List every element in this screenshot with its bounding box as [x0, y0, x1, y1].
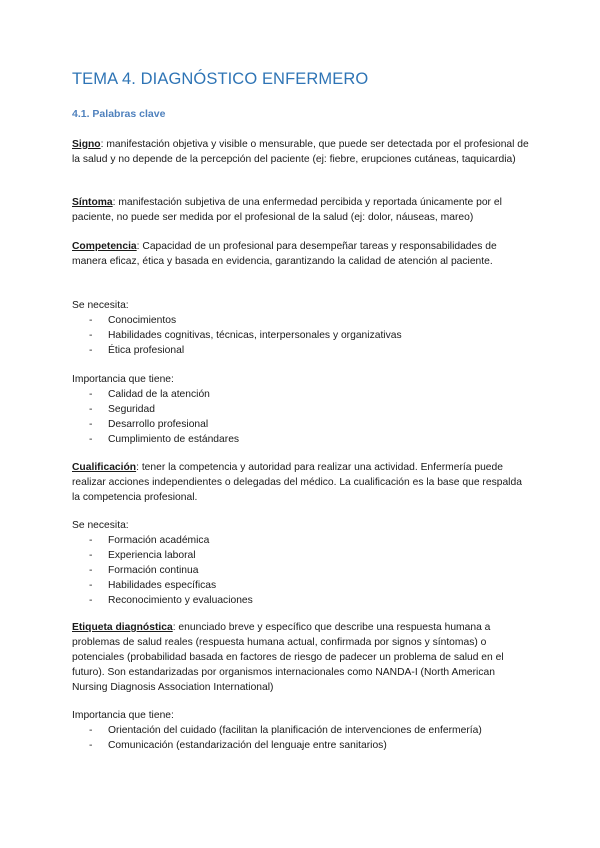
definition-text: : manifestación subjetiva de una enfermedad percibida y reportada únicamente por el paciente, no puede ser medida por el profesional de la salud (ej: dolor, náuseas, mareo)	[72, 197, 502, 223]
list-item: - Formación académica	[89, 535, 210, 546]
list-item: - Comunicación (estandarización del lenguaje entre sanitarios)	[89, 740, 387, 751]
list-item: - Formación continua	[89, 565, 199, 576]
term-competencia: Competencia	[72, 241, 137, 252]
dash-bullet: -	[89, 565, 93, 576]
dash-bullet: -	[89, 419, 93, 430]
dash-bullet: -	[89, 740, 93, 751]
needs-label: Se necesita:	[72, 300, 129, 311]
dash-bullet: -	[89, 595, 93, 606]
definition-text: : Capacidad de un profesional para desempeñar tareas y responsabilidades de manera eficaz, ética y basada en evidencia, garantizando la calidad de atención al paciente.	[72, 241, 497, 267]
dash-bullet: -	[89, 580, 93, 591]
needs-label: Se necesita:	[72, 520, 129, 531]
dash-bullet: -	[89, 725, 93, 736]
list-item: - Conocimientos	[89, 315, 177, 326]
term-sintoma: Síntoma	[72, 197, 113, 208]
etiqueta-importance-list	[72, 723, 530, 753]
term-cualificacion: Cualificación	[72, 462, 137, 473]
section-heading: 4.1. Palabras clave	[72, 108, 166, 120]
list-item: - Cumplimiento de estándares	[89, 434, 240, 445]
importance-label: Importancia que tiene:	[72, 710, 174, 721]
dash-bullet: -	[89, 434, 93, 445]
document-title: TEMA 4. DIAGNÓSTICO ENFERMERO	[72, 70, 369, 88]
list-item: - Reconocimiento y evaluaciones	[89, 595, 253, 606]
list-item: - Habilidades cognitivas, técnicas, interpersonales y organizativas	[89, 330, 402, 341]
term-etiqueta-diagnostica: Etiqueta diagnóstica	[72, 622, 173, 633]
competencia-importance-list	[72, 387, 530, 447]
dash-bullet: -	[89, 345, 93, 356]
importance-label: Importancia que tiene:	[72, 374, 174, 385]
term-signo: Signo	[72, 139, 101, 150]
definition-cualificacion	[72, 460, 530, 505]
definition-sintoma	[72, 195, 530, 225]
definition-text: : enunciado breve y específico que describe una respuesta humana a problemas de salud reales (respuesta humana actual, confirmada por signos y síntomas) o potenciales (probabilidad basada en factores de riesgo de padecer un problema de salud en el futuro). Son estandarizadas por organismos internacionales como NANDA-I (North American Nursing Diagnosis Association International)	[72, 622, 504, 693]
competencia-needs-list	[72, 313, 530, 358]
list-item: - Seguridad	[89, 404, 155, 415]
definition-signo	[72, 137, 530, 167]
list-item: - Calidad de la atención	[89, 389, 210, 400]
definition-text: : manifestación objetiva y visible o mensurable, que puede ser detectada por el profesional de la salud y no depende de la percepción del paciente (ej: fiebre, erupciones cutáneas, taquicardia)	[72, 139, 529, 165]
dash-bullet: -	[89, 330, 93, 341]
definition-competencia	[72, 239, 530, 269]
dash-bullet: -	[89, 404, 93, 415]
dash-bullet: -	[89, 315, 93, 326]
cualificacion-needs-list	[72, 533, 530, 608]
list-item: - Desarrollo profesional	[89, 419, 209, 430]
definition-text: : tener la competencia y autoridad para realizar una actividad. Enfermería puede realizar acciones independientes o delegadas del médico. La cualificación es la base que respalda la competencia profesional.	[72, 462, 522, 503]
dash-bullet: -	[89, 535, 93, 546]
dash-bullet: -	[89, 389, 93, 400]
list-item: - Ética profesional	[89, 345, 185, 356]
list-item: - Experiencia laboral	[89, 550, 196, 561]
dash-bullet: -	[89, 550, 93, 561]
list-item: - Orientación del cuidado (facilitan la planificación de intervenciones de enfermería)	[89, 725, 482, 736]
list-item: - Habilidades específicas	[89, 580, 217, 591]
definition-etiqueta-diagnostica	[72, 620, 530, 695]
